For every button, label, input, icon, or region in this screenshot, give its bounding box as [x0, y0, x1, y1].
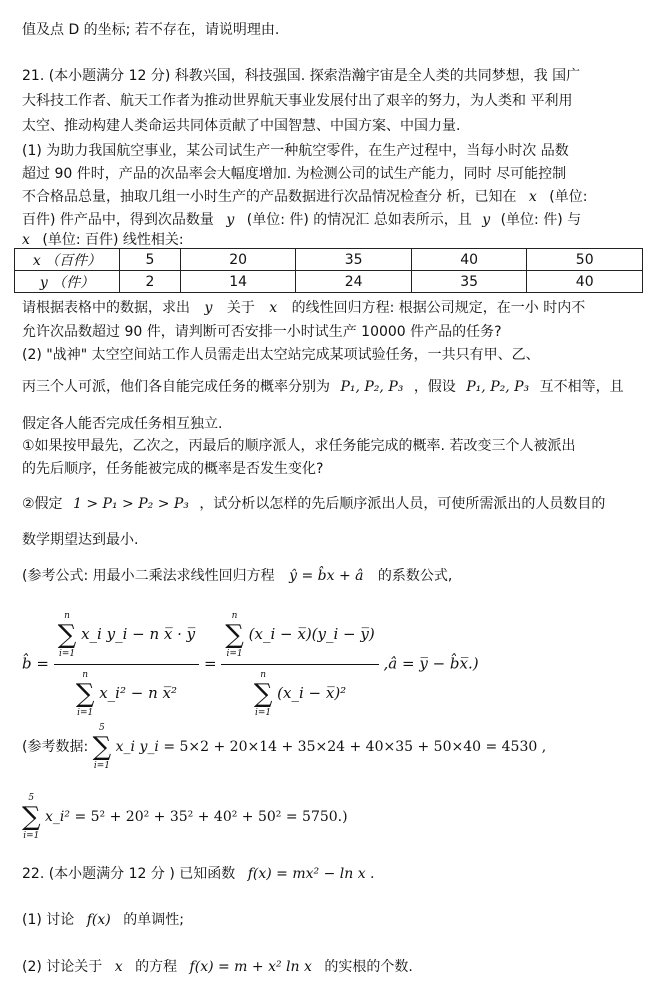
- reference-sum-2: = 5² + 20² + 35² + 40² + 50² = 5750.): [74, 809, 348, 825]
- q21-line-16-text-a: ②假定: [22, 496, 63, 512]
- q22-line-3-text-b: 的方程: [135, 959, 178, 975]
- math-denominator-2: (x_i − x̅)²: [277, 684, 347, 702]
- q21-line-1: 21. (本小题满分 12 分) 科教兴国，科技强国. 探索浩瀚宇宙是全人类的共同梦想，我 国广: [22, 68, 581, 84]
- table-cell: 35: [411, 271, 527, 293]
- reference-data-1: [22, 722, 546, 772]
- q21-line-9-text-b: 关于: [226, 300, 255, 316]
- math-probabilities: P₁, P₂, P₃: [340, 379, 404, 395]
- reference-label: (参考数据:: [22, 739, 89, 755]
- q21-line-7-text-b: (单位: 件) 的情况汇 总如表所示，且: [246, 212, 472, 228]
- math-regression-equation: ŷ = b̂x + â: [289, 568, 364, 584]
- q21-line-9-text-a: 请根据表格中的数据，求出: [22, 300, 190, 316]
- math-inequality: 1 > P₁ > P₂ > P₃: [73, 496, 189, 512]
- b-hat-formula: b̂ = n ∑ i=1 x_i y_i − n x̅ · y̅ n ∑ i=1 x_i² − n x̅² = n ∑ i=1 (x_i − x̅)(y_i − y̅) n ∑ i=1 (x_i − x̅)² ,â = y̅ − b̂x̅.): [22, 611, 479, 718]
- math-y: y: [226, 212, 235, 228]
- table-cell: 20: [180, 249, 296, 271]
- table-cell: 40: [411, 249, 527, 271]
- q21-line-7-text-c: (单位: 件) 与: [500, 212, 582, 228]
- sum-operator: 5 ∑ i=1: [22, 793, 41, 841]
- math-numerator-1: x_i y_i − n x̅ · y̅: [81, 625, 196, 643]
- q21-line-3: 太空、推动构建人类命运共同体贡献了中国智慧、中国方案、中国力量.: [22, 118, 461, 134]
- table-cell: 40: [527, 271, 643, 293]
- math-equation: f(x) = m + x² ln x: [189, 959, 312, 975]
- q21-line-18-text-b: 的系数公式,: [377, 568, 453, 584]
- q21-line-6-text: 不合格品总量，抽取几组一小时生产的产品数据进行次品情况检查分 析，已知在: [22, 189, 517, 205]
- q21-line-10: 允许次品数超过 90 件，请判断可否安排一小时试生产 10000 件产品的任务?: [22, 324, 502, 340]
- math-x: x: [22, 232, 30, 248]
- q22-line-2-text-a: (1) 讨论: [22, 912, 75, 928]
- math-sum-term: x_i y_i: [115, 739, 159, 755]
- q22-line-3-text-a: (2) 讨论关于: [22, 959, 103, 975]
- table-cell: 35: [296, 249, 412, 271]
- q21-line-7: [22, 210, 581, 230]
- table-header-x: x （百件）: [15, 249, 120, 271]
- reference-data-2: [22, 792, 348, 842]
- q21-line-6: [22, 187, 587, 207]
- table-row-x: [15, 249, 643, 271]
- q21-line-4: (1) 为助力我国航空事业，某公司试生产一种航空零件，在生产过程中，当每小时次 品数: [22, 143, 569, 159]
- fraction-2: [221, 610, 378, 719]
- sum-operator: 5 ∑ i=1: [92, 723, 112, 771]
- q21-line-13: 假定各人能否完成任务相互独立.: [22, 416, 223, 432]
- sum-operator: n ∑ i=1: [75, 670, 95, 718]
- math-denominator-1: x_i² − n x̅²: [99, 684, 177, 702]
- q21-line-9: [22, 298, 585, 318]
- q21-line-12-text-c: 互不相等，且: [539, 379, 624, 395]
- math-fx: f(x): [86, 912, 111, 928]
- math-a-hat: ,â = y̅ − b̂x̅.): [383, 654, 479, 673]
- q22-line-3: [22, 957, 413, 977]
- math-x: x: [528, 189, 537, 205]
- math-function: f(x) = mx² − ln x .: [247, 866, 375, 882]
- q21-line-9-text-c: 的线性回归方程: 根据公司规定，在一小 时内不: [291, 300, 586, 316]
- q21-line-5: 超过 90 件时，产品的次品率会大幅度增加. 为检测公司的试生产能力，同时 尽可能控制: [22, 166, 567, 182]
- table-cell: 5: [120, 249, 181, 271]
- table-cell: 50: [527, 249, 643, 271]
- q22-line-1-text: 22. (本小题满分 12 分 ) 已知函数: [22, 866, 236, 882]
- table-cell: 14: [180, 271, 296, 293]
- table-header-y: y （件）: [15, 271, 120, 293]
- q21-line-18: [22, 566, 452, 586]
- math-x: x: [114, 959, 123, 975]
- q21-line-7-text-a: 百件) 件产品中，得到次品数量: [22, 212, 214, 228]
- sum-operator: n ∑ i=1: [253, 670, 273, 718]
- math-probabilities: P₁, P₂, P₃: [466, 379, 530, 395]
- math-y: y: [482, 212, 491, 228]
- math-y: y: [204, 300, 213, 316]
- q22-line-2: [22, 910, 184, 930]
- q21-line-12-text-a: 丙三个人可派，他们各自能完成任务的概率分别为: [22, 379, 330, 395]
- q21-line-15: 的先后顺序，任务能被完成的概率是否发生变化?: [22, 461, 324, 477]
- q21-line-16-text-b: ，试分析以怎样的先后顺序派出人员，可使所需派出的人员数目的: [199, 496, 606, 512]
- data-table: [14, 248, 643, 293]
- table-row-y: [15, 271, 643, 293]
- q21-line-8-text: (单位: 百件) 线性相关:: [42, 232, 184, 248]
- q22-line-3-text-c: 的实根的个数.: [324, 959, 413, 975]
- math-sum-term: x_i²: [45, 809, 71, 825]
- sum-operator: n ∑ i=1: [57, 611, 77, 659]
- q21-line-12-text-b: ，假设: [413, 379, 456, 395]
- q21-line-11: (2) "战神" 太空空间站工作人员需走出太空站完成某项试验任务，一共只有甲、乙、: [22, 347, 540, 363]
- fraction-1: [54, 610, 199, 719]
- math-numerator-2: (x_i − x̅)(y_i − y̅): [248, 625, 375, 643]
- q21-line-6-unit: (单位:: [549, 189, 588, 205]
- q21-line-16: [22, 494, 605, 514]
- reference-sum-1: = 5×2 + 20×14 + 35×24 + 40×35 + 50×40 = 4530 ,: [163, 739, 547, 755]
- q22-line-2-text-b: 的单调性;: [123, 912, 184, 928]
- q21-line-12: [22, 377, 624, 397]
- text-line-1: 值及点 D 的坐标; 若不存在，请说明理由.: [22, 22, 280, 38]
- q21-line-2: 大科技工作者、航天工作者为推动世界航天事业发展付出了艰辛的努力，为人类和 平利用: [22, 93, 573, 109]
- q21-line-8: [22, 230, 184, 250]
- sum-operator: n ∑ i=1: [225, 611, 244, 659]
- table-cell: 2: [120, 271, 181, 293]
- q22-line-1: [22, 864, 375, 884]
- math-b-hat: b̂ =: [22, 654, 49, 673]
- math-x: x: [269, 300, 278, 316]
- q21-line-18-text-a: (参考公式: 用最小二乘法求线性回归方程: [22, 568, 275, 584]
- q21-line-14: ①如果按甲最先，乙次之，丙最后的顺序派人，求任务能完成的概率. 若改变三个人被派出: [22, 438, 576, 454]
- table-cell: 24: [296, 271, 412, 293]
- q21-line-17: 数学期望达到最小.: [22, 532, 139, 548]
